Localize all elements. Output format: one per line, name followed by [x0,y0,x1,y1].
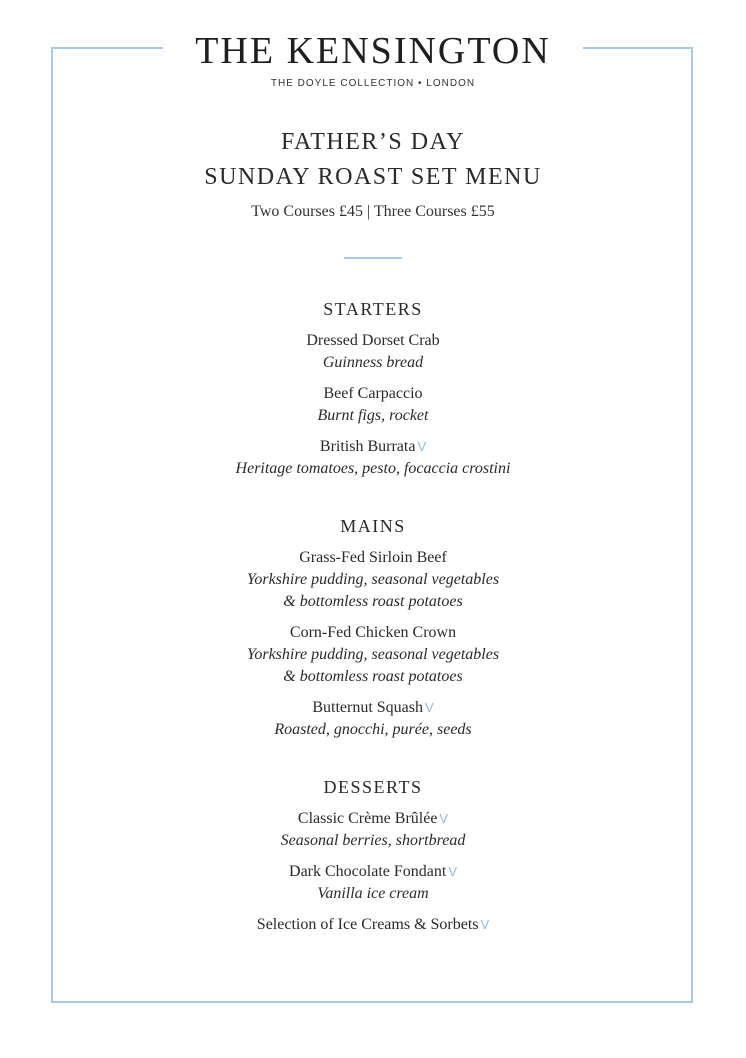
dish-name-row [0,697,746,719]
dish-name: Selection of Ice Creams & Sorbets [256,916,479,933]
dish-item [0,330,746,374]
dish-name: Corn-Fed Chicken Crown [289,624,457,641]
dish-item [0,383,746,427]
dish-name-row [0,808,746,830]
dish-name: Grass-Fed Sirloin Beef [299,549,447,566]
dish-item [0,436,746,480]
title-divider [344,257,402,259]
brand-subtitle: THE DOYLE COLLECTION • LONDON [270,78,476,89]
dish-description: Burnt figs, rocket [317,407,429,424]
dish-description: Guinness bread [322,354,424,371]
dish-name: Classic Crème Brûlée [297,810,438,827]
dish-name: Butternut Squash [312,699,423,716]
dish-description: Seasonal berries, shortbread [280,832,466,849]
dish-description: Heritage tomatoes, pesto, focaccia crostini [235,460,511,477]
dish-description: & bottomless roast potatoes [283,668,463,685]
brand-header [163,22,583,89]
vegetarian-marker-icon: V [448,864,457,879]
dish-name-row [0,914,746,936]
dish-item [0,914,746,936]
section-heading-starters: STARTERS [323,299,423,319]
dish-item [0,622,746,688]
dish-name: Beef Carpaccio [323,385,423,402]
dish-description: Yorkshire pudding, seasonal vegetables [246,646,500,663]
dish-name: Dark Chocolate Fondant [289,863,447,880]
dish-description: Yorkshire pudding, seasonal vegetables [246,571,500,588]
dish-name: British Burrata [319,438,416,455]
dish-name-row [0,436,746,458]
dish-item [0,547,746,613]
dish-name-row [0,861,746,883]
menu-title-line-1: FATHER’S DAY [280,129,466,155]
menu-content [0,125,746,936]
dish-description: Roasted, gnocchi, purée, seeds [274,721,472,738]
dish-description: Vanilla ice cream [317,885,429,902]
dish-item [0,808,746,852]
vegetarian-marker-icon: V [425,700,434,715]
dish-item [0,697,746,741]
dish-name: Dressed Dorset Crab [306,332,440,349]
dish-description: & bottomless roast potatoes [283,593,463,610]
vegetarian-marker-icon: V [417,439,427,454]
dish-item [0,861,746,905]
vegetarian-marker-icon: V [439,811,449,826]
vegetarian-marker-icon: V [480,917,490,932]
menu-title-line-2: SUNDAY ROAST SET MENU [204,164,542,190]
brand-name: THE KENSINGTON [195,30,551,72]
pricing-line: Two Courses £45 | Three Courses £55 [251,203,495,220]
section-heading-mains: MAINS [340,516,406,536]
section-heading-desserts: DESSERTS [323,777,423,797]
